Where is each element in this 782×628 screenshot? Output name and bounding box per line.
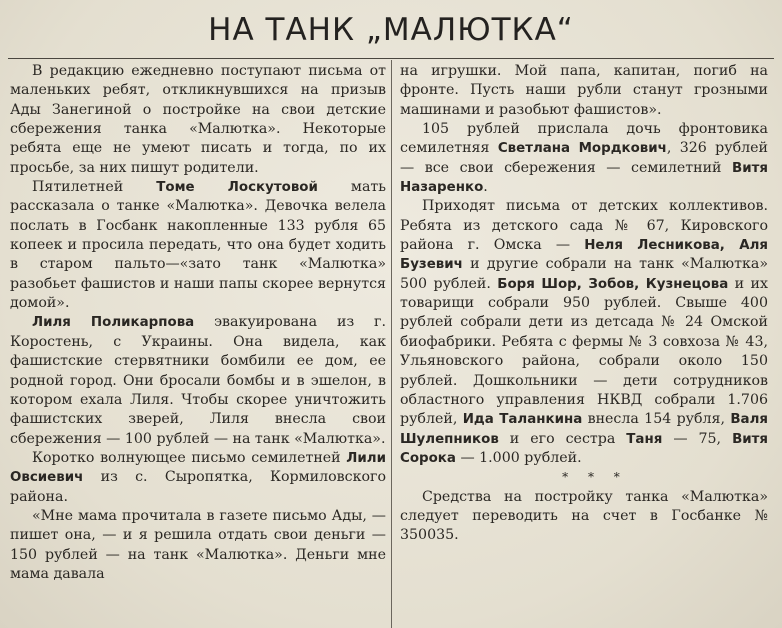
headline-rule xyxy=(8,58,774,59)
person-name: Боря Шор, Зобов, Кузнецова xyxy=(497,276,729,292)
paragraph-collectives xyxy=(400,197,768,468)
text-fragment: — 75, xyxy=(662,430,733,447)
paragraph-letter-quote: «Мне мама прочитала в газете письмо Ады, — пишет она, — и я решила отдать свои деньги — 150 рублей — на танк «Малютка». Деньги мне мама давала xyxy=(10,507,386,582)
person-name: Таня xyxy=(626,431,663,447)
headline: НА ТАНК „МАЛЮТКА“ xyxy=(208,12,574,48)
person-name: Ида Таланкина xyxy=(462,412,583,428)
paragraph-letter-continuation: на игрушки. Мой папа, капитан, погиб на фронте. Пусть наши рубли станут грозными машинами и разобьют фашистов». xyxy=(400,63,768,118)
text-fragment: Пятилетней xyxy=(32,179,157,196)
text-fragment: и его сестра xyxy=(498,430,627,447)
paragraph-donations xyxy=(400,120,768,197)
paragraph-toma xyxy=(10,178,386,313)
text-fragment: и их товарищи собрали 950 рублей. Свыше 400 рублей собрали дети из детсада № 24 Омской биофабрики. Ребята с фермы № 3 совхоза № 43, Ульяновского района, собрали около 150 рублей. Дошкольники — дети сотрудников областного управления НКВД собрали 1.706 рублей, xyxy=(400,275,768,428)
text-fragment: из с. Сыропятка, Кормиловского района. xyxy=(10,469,386,505)
person-name: Витя Назаренко xyxy=(400,160,768,196)
section-separator-stars: * * * xyxy=(562,470,628,485)
person-name: Светлана Мордкович xyxy=(497,141,667,157)
text-fragment: и другие собрали на танк «Малютка» 500 рублей. xyxy=(400,256,768,292)
person-name: Валя Шулепников xyxy=(400,412,768,447)
left-column xyxy=(10,62,386,584)
person-name: Лиля Поликарпова xyxy=(32,315,195,331)
paragraph-intro: В редакцию ежедневно поступают письма от маленьких ребят, откликнувшихся на призыв Ады Занегиной о постройке на свои детские сбережения танка «Малютка». Некоторые ребята еще не умеют писать и тогда, по их просьбе, за них пишут родители. xyxy=(10,63,386,176)
right-column xyxy=(400,62,768,546)
paragraph-lili-ovsievich xyxy=(10,449,386,507)
text-fragment: Коротко волнующее письмо семилетней xyxy=(32,449,347,466)
person-name: Витя Сорока xyxy=(400,431,769,466)
text-fragment: мать рассказала о танке «Малютка». Девочка велела послать в Госбанк накопленные 133 рубля 65 копеек и просила передать, что она будет ходить в старом пальто—«зато танк «Малютка» разобьет фашистов и наши папы скорее вернутся домой». xyxy=(10,179,386,312)
text-fragment: . xyxy=(483,179,488,196)
text-fragment: — 1.000 рублей. xyxy=(455,449,582,466)
text-fragment: внесла 154 рубля, xyxy=(582,411,731,428)
text-fragment: Приходят письма от детских коллективов. Ребята из детского сада № 67, Кировского района г. Омска — xyxy=(400,198,768,254)
person-name: Лили Овсиевич xyxy=(10,450,386,486)
paragraph-bank-account: Средства на постройку танка «Малютка» следует переводить на счет в Госбанке № 350035. xyxy=(400,488,768,544)
text-fragment: эвакуирована из г. Коростень, с Украины. Она видела, как фашистские стервятники бомбили ее дом, ее родной город. Они бросали бомбы и в эшелон, в котором ехала Лиля. Чтобы скорее уничтожить фашистских зверей, Лиля внесла свои сбережения — 100 рублей — на танк «Малютка». xyxy=(10,314,386,447)
text-fragment: 105 рублей прислала дочь фронтовика семилетняя xyxy=(400,121,768,157)
person-name: Томе Лоскутовой xyxy=(156,180,318,196)
column-divider xyxy=(391,60,392,628)
paragraph-lilya-polikarpova xyxy=(10,313,386,448)
person-name: Неля Лесникова, Аля Бузевич xyxy=(400,238,768,273)
text-fragment: , 326 рублей — все свои сбережения — семилетний xyxy=(400,140,768,176)
